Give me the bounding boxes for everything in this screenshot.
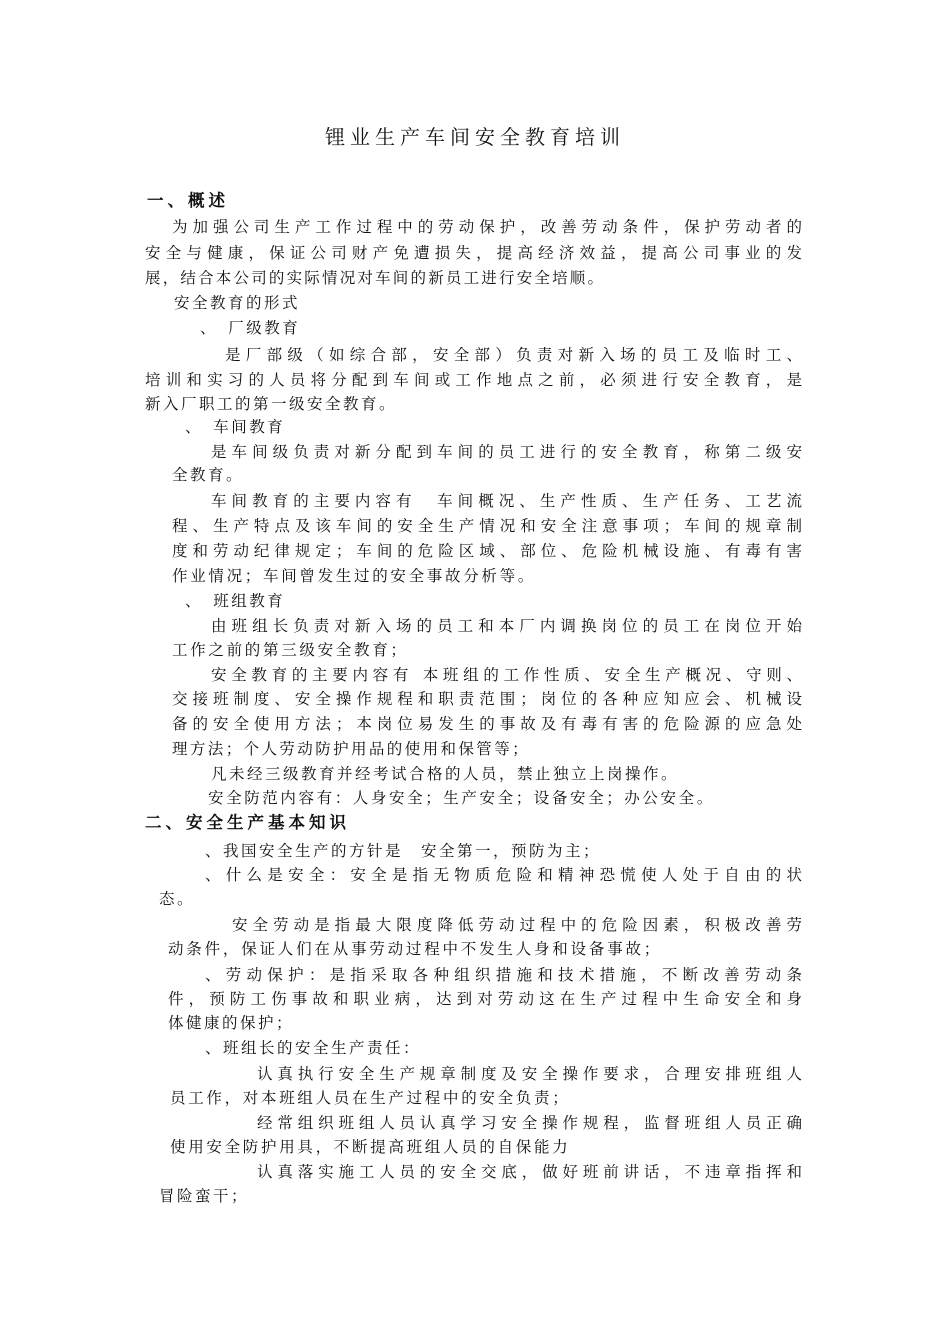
paragraph-line: 认真执行安全生产规章制度及安全操作要求，合理安排班组人 [257, 1065, 802, 1083]
paragraph-line: 新入厂职工的第一级安全教育。 [145, 395, 398, 413]
paragraph-line: 是厂部级（如综合部，安全部）负责对新入场的员工及临时工、 [225, 346, 802, 364]
section-heading: 一、概述 [147, 191, 229, 210]
paragraph-line: 动条件，保证人们在从事劳动过程中不发生人身和设备事故； [168, 940, 663, 958]
paragraph-line: 是车间级负责对新分配到车间的员工进行的安全教育，称第二级安 [211, 443, 802, 461]
paragraph-line: 、班组长的安全生产责任： [205, 1039, 422, 1057]
paragraph-line: 为加强公司生产工作过程中的劳动保护，改善劳动条件，保护劳动者的 [172, 218, 802, 236]
paragraph-line: 态。 [159, 890, 196, 908]
paragraph-line: 展，结合本公司的实际情况对车间的新员工进行安全培顺。 [145, 269, 606, 287]
paragraph-line: 备的安全使用方法；本岗位易发生的事故及有毒有害的危险源的应急处 [172, 715, 802, 733]
subheading: 、 班组教育 [185, 592, 286, 610]
paragraph-line: 度和劳动纪律规定；车间的危险区域、部位、危险机械设施、有毒有害 [172, 542, 802, 560]
paragraph-line: 员工作，对本班组人员在生产过程中的安全负责； [170, 1089, 571, 1107]
subheading: 、 车间教育 [185, 418, 286, 436]
paragraph-line: 件，预防工伤事故和职业病，达到对劳动这在生产过程中生命安全和身 [168, 990, 802, 1008]
subheading: 安全教育的形式 [174, 294, 301, 312]
paragraph-line: 、我国安全生产的方针是 安全第一，预防为主； [205, 842, 602, 860]
paragraph-line: 、什么是安全：安全是指无物质危险和精神恐慌使人处于自由的状 [205, 866, 802, 884]
document-title: 锂业生产车间安全教育培训 [325, 125, 625, 149]
paragraph-line: 交接班制度、安全操作规程和职责范围；岗位的各种应知应会、机械设 [172, 690, 802, 708]
paragraph-line: 培训和实习的人员将分配到车间或工作地点之前，必须进行安全教育，是 [145, 371, 802, 389]
subheading: 、 厂级教育 [200, 319, 301, 337]
paragraph-line: 作业情况；车间曾发生过的安全事故分析等。 [172, 567, 537, 585]
paragraph-line: 程、生产特点及该车间的安全生产情况和安全注意事项；车间的规章制 [172, 517, 802, 535]
paragraph-line: 认真落实施工人员的安全交底，做好班前讲话，不违章指挥和 [257, 1163, 802, 1181]
paragraph-line: 凡未经三级教育并经考试合格的人员，禁止独立上岗操作。 [211, 765, 680, 783]
paragraph-line: 车间教育的主要内容有 车间概况、生产性质、生产任务、工艺流 [211, 492, 802, 510]
paragraph-line: 使用安全防护用具，不断提高班组人员的自保能力 [170, 1138, 571, 1156]
paragraph-line: 、劳动保护：是指采取各种组织措施和技术措施，不断改善劳动条 [205, 966, 802, 984]
paragraph-line: 安全教育的主要内容有 本班组的工作性质、安全生产概况、守则、 [211, 666, 802, 684]
paragraph-line: 理方法；个人劳动防护用品的使用和保管等； [172, 740, 531, 758]
paragraph-line: 安全防范内容有：人身安全；生产安全；设备安全；办公安全。 [208, 789, 715, 807]
paragraph-line: 体健康的保护； [168, 1014, 295, 1032]
section-heading: 二、安全生产基本知识 [145, 813, 350, 832]
paragraph-line: 工作之前的第三级安全教育； [172, 641, 409, 659]
paragraph-line: 安全劳动是指最大限度降低劳动过程中的危险因素，积极改善劳 [232, 916, 802, 934]
paragraph-line: 由班组长负责对新入场的员工和本厂内调换岗位的员工在岗位开始 [211, 617, 802, 635]
paragraph-line: 安全与健康，保证公司财产免遭损失，提高经济效益，提高公司事业的发 [145, 244, 802, 262]
paragraph-line: 经常组织班组人员认真学习安全操作规程，监督班组人员正确 [257, 1114, 802, 1132]
paragraph-line: 全教育。 [172, 466, 245, 484]
paragraph-line: 冒险蛮干； [159, 1187, 250, 1205]
